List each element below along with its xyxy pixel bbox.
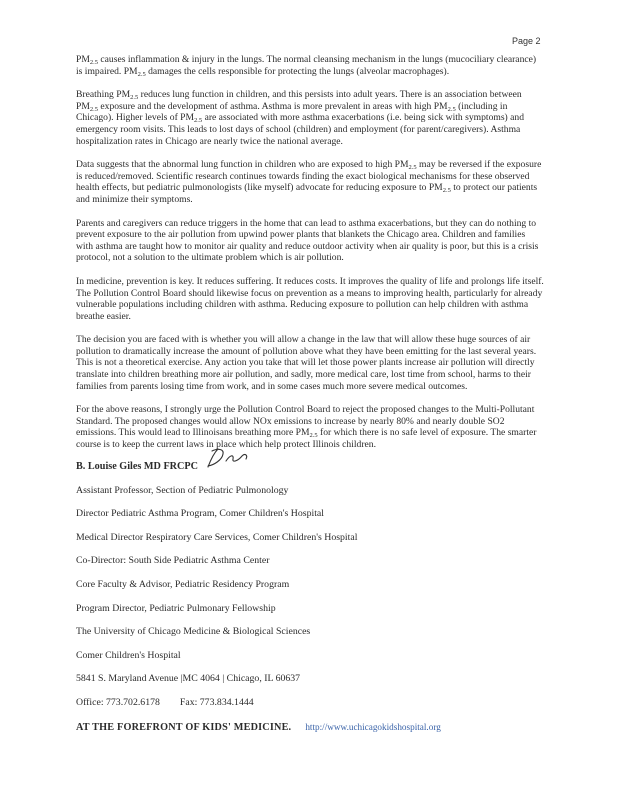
signer-title: Director Pediatric Asthma Program, Comer Children's Hospital [76,508,325,520]
letter-body [76,54,544,746]
contact-phone [76,697,544,709]
signer-title: Assistant Professor, Section of Pediatric Pulmonology [76,484,289,496]
signer-title: Co-Director: South Side Pediatric Asthma Center [76,555,270,567]
paragraph-5: In medicine, prevention is key. It reduces suffering. It reduces costs. It improves the quality of life and prolongs life itself. The Pollution Control Board should likewise focus on prevention as a means to improving health, particularly for already vulnerable populations including children with asthma. Reducing exposure to pollution can help children with asthma breathe easier. [76,275,544,322]
footer-tagline-row [76,721,544,734]
signer-title: Core Faculty & Advisor, Pediatric Residency Program [76,579,290,590]
paragraph-1: $PM_{2.5}$ causes inflammation & injury in the lungs. The normal cleansing mechanism in the lungs (mucociliary clearance) is impaired. $PM_{2.5}$ damages the cells responsible for protecting the lungs (alveolar macrophages). [76,54,537,78]
signer-affiliation: Comer Children's Hospital [76,649,181,661]
paragraph-6: The decision you are faced with is whether you will allow a change in the law that will allow these huge sources of air pollution to dramatically increase the amount of pollution above what they have been emitting for the last several years. This is not a theoretical exercise. Any action you take that will let those power plants increase air pollution will directly translate into children breathing more air pollution, and sadly, more medical care, lost time from school, harms to their families from parents losing time from work, and in some cases much more severe medical outcomes. [76,334,537,392]
signer-title: Program Director, Pediatric Pulmonary Fellowship [76,602,276,614]
paragraph-7: For the above reasons, I strongly urge the Pollution Control Board to reject the proposed changes to the Multi-Pollutant Standard. The proposed changes would allow NOx emissions to increase by nearly 80% and nearly double SO2 emissions. This would lead to Illinoisans breathing more $PM_{2.5}$ for which there is no safe level of exposure. The smarter course is to keep the current laws in place which help protect Illinois children. [76,404,537,451]
signer-address: 5841 S. Maryland Avenue |MC 4064 | Chicago, IL 60637 [76,673,301,685]
signer-title: Medical Director Respiratory Care Services, Comer Children's Hospital [76,531,358,543]
hospital-website-link[interactable]: http://www.uchicagokidshospital.org [305,721,441,732]
page-number: Page 2 [512,36,541,46]
paragraph-2: Breathing $PM_{2.5}$ reduces lung function in children, and this persists into adult years. There is an association between $PM_{2.5}$ exposure and the development of asthma. Asthma is more prevalent in areas with high $PM_{2.5}$ (including in Chicago). Higher levels of $PM_{2.5}$ are associated with more asthma exacerbations (i.e. being sick with symptoms) and emergency room visits. This leads to lost days of school (children) and employment (for parent/caregivers). Asthma hospitalization rates in Chicago are nearly twice the national average. [76,89,525,147]
handwritten-signature [202,445,254,471]
paragraph-4: Parents and caregivers can reduce triggers in the home that can lead to asthma exacerbations, but they can do nothing to prevent exposure to the air pollution from upwind power plants that blankets the Chicago area. Children and families with asthma are taught how to monitor air quality and reduce outdoor activity when air quality is poor, but this is a crisis protocol, not a solution to the ultimate problem which is air pollution. [76,217,539,264]
hospital-tagline: AT THE FOREFRONT OF KIDS' MEDICINE. [76,721,292,733]
paragraph-3: Data suggests that the abnormal lung function in children who are exposed to high $PM_{2.5}$ may be reversed if the exposure is reduced/removed. Scientific research continues towards finding the exact biological mechanisms for these observed health effects, but pediatric pulmonologists (like myself) advocate for reducing exposure to $PM_{2.5}$ to protect our patients and minimize their symptoms. [76,159,542,205]
signature-block [76,461,544,734]
signer-name: B. Louise Giles MD FRCPC [76,460,198,472]
fax-number: Fax: 773.834.1444 [179,696,254,708]
signer-affiliation: The University of Chicago Medicine & Biological Sciences [76,626,311,638]
office-phone: Office: 773.702.6178 [76,696,160,708]
